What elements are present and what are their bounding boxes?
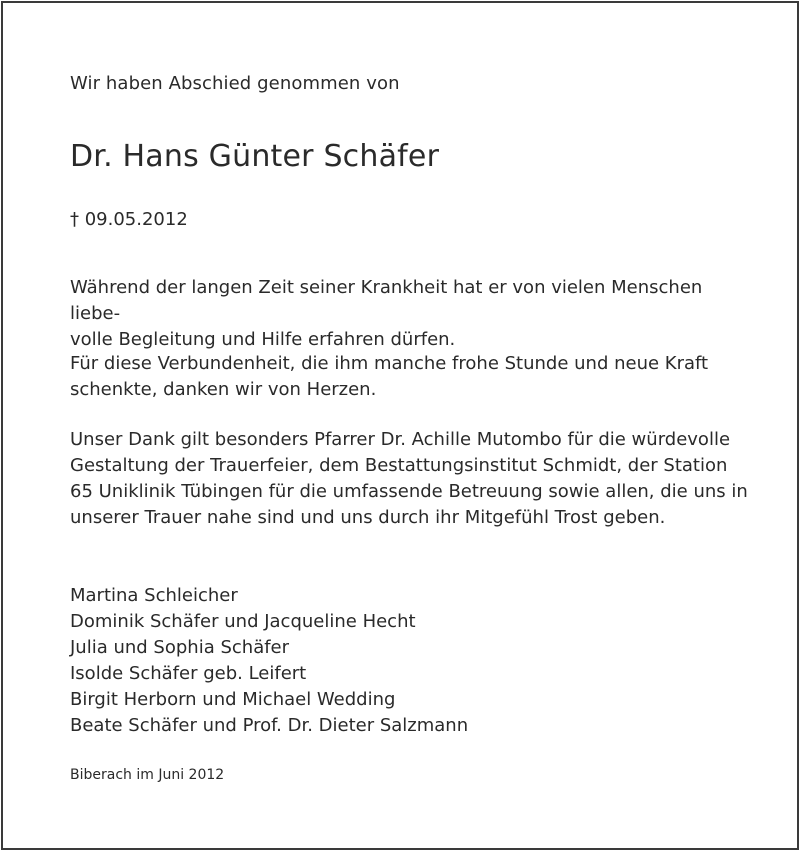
signers-list (70, 583, 468, 739)
paragraph-gratitude-solidarity: Für diese Verbundenheit, die ihm manche frohe Stunde und neue Kraft schenkte, danken wir von Herzen. (70, 353, 709, 400)
place-date: Biberach im Juni 2012 (70, 767, 225, 783)
death-date: † 09.05.2012 (70, 209, 188, 230)
paragraph-gratitude-care: Während der langen Zeit seiner Krankheit hat er von vielen Menschen liebe- volle Begleitung und Hilfe erfahren dürfen. (70, 277, 703, 350)
deceased-name: Dr. Hans Günter Schäfer (70, 139, 440, 174)
signer: Dominik Schäfer und Jacqueline Hecht (70, 611, 416, 632)
notice-frame (1, 1, 799, 850)
signer: Martina Schleicher (70, 585, 238, 606)
signer: Birgit Herborn und Michael Wedding (70, 689, 396, 710)
paragraph-thanks: Unser Dank gilt besonders Pfarrer Dr. Achille Mutombo für die würdevolle Gestaltung der Trauerfeier, dem Bestattungsinstitut Schmidt, der Station 65 Uniklinik Tübingen für die umfassende Betreuung sowie allen, die uns in unserer Trauer nahe sind und uns durch ihr Mitgefühl Trost geben. (70, 429, 748, 528)
signer: Beate Schäfer und Prof. Dr. Dieter Salzmann (70, 715, 469, 736)
notice-content (70, 71, 750, 783)
notice-intro: Wir haben Abschied genommen von (70, 73, 400, 94)
signer: Julia und Sophia Schäfer (70, 637, 290, 658)
signer: Isolde Schäfer geb. Leifert (70, 663, 307, 684)
